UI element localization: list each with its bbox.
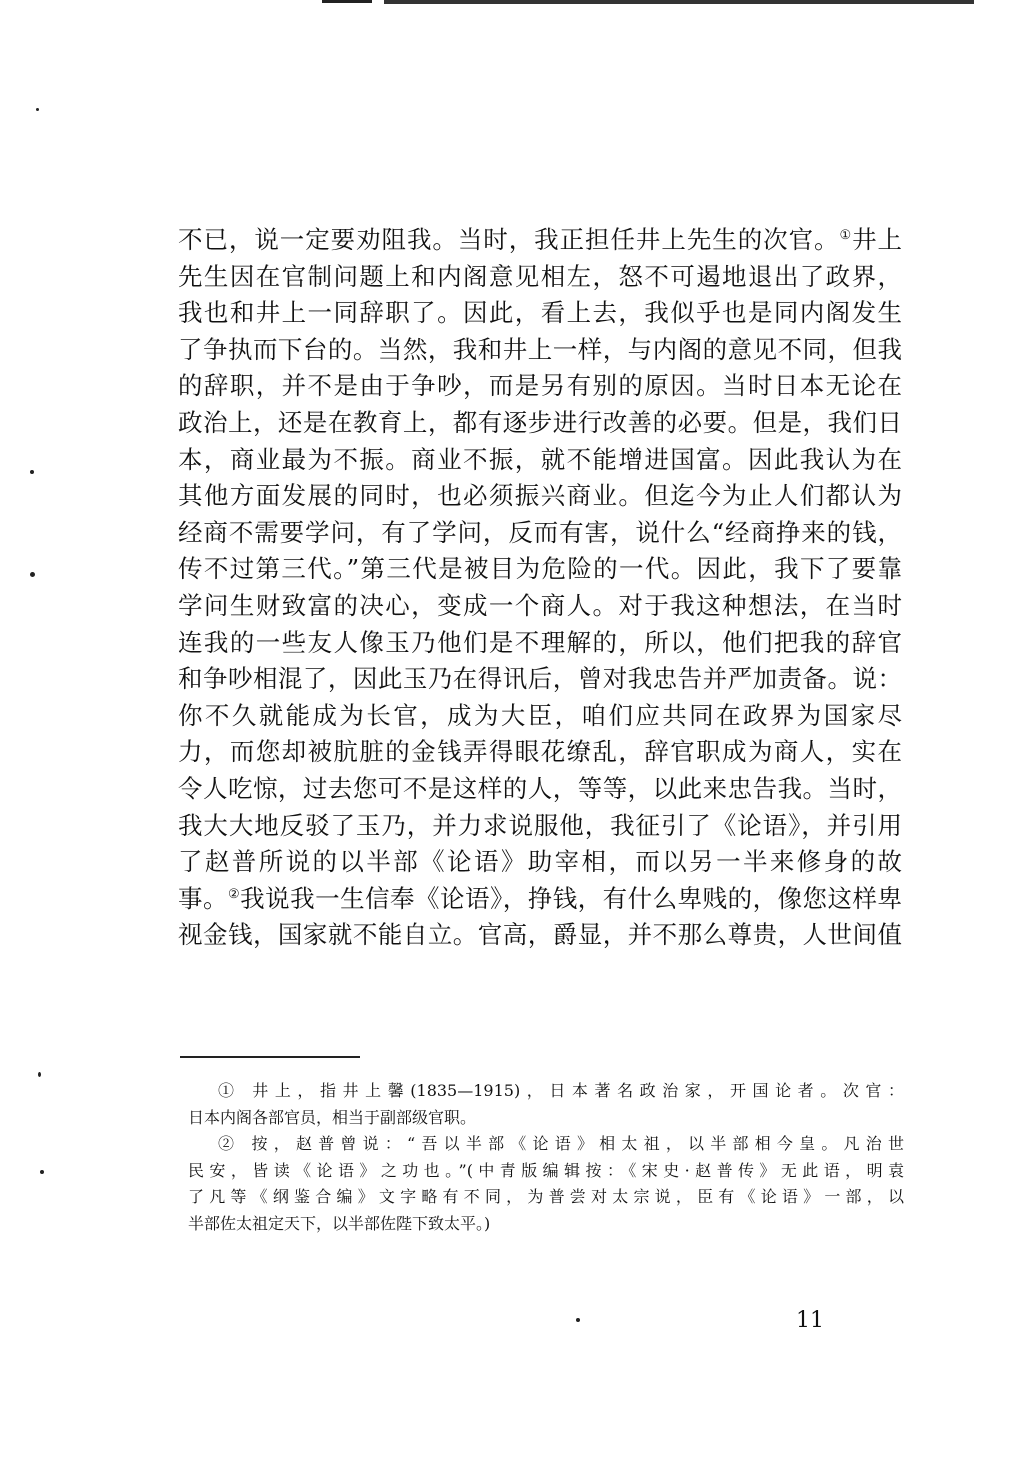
text-line: 了争执而下台的。当然，我和井上一样，与内阁的意见不同，但我	[178, 334, 902, 364]
text-line: 了赵普所说的以半部《论语》助宰相，而以另一半来修身的故	[178, 847, 902, 877]
text-line: 学问生财致富的决心，变成一个商人。对于我这种想法，在当时	[178, 590, 902, 620]
text-line: 本，商业最为不振。商业不振，就不能增进国富。因此我认为在	[178, 444, 902, 474]
footnote-line: 了凡等《纲鉴合编》文字略有不同，为普尝对太宗说，臣有《论语》一部，以	[188, 1187, 904, 1206]
footnote-line: 民安，皆读《论语》之功也。”(中青版编辑按：《宋史·赵普传》无此语，明袁	[188, 1160, 904, 1180]
text-line: 先生因在官制问题上和内阁意见相左，怒不可遏地退出了政界，	[178, 261, 902, 291]
text-line: 经商不需要学问，有了学问，反而有害，说什么“经商挣来的钱，	[178, 517, 902, 547]
body-text	[178, 222, 902, 954]
scan-speck	[40, 1170, 44, 1174]
text-line: 的辞职，并不是由于争吵，而是另有别的原因。当时日本无论在	[178, 371, 902, 401]
text-line: 政治上，还是在教育上，都有逐步进行改善的必要。但是，我们日	[178, 407, 902, 437]
text-line: 和争吵相混了，因此玉乃在得讯后，曾对我忠告并严加责备。说：	[178, 664, 902, 694]
scan-speck	[576, 1318, 580, 1322]
top-edge-rule	[384, 0, 974, 4]
top-edge-rule	[322, 0, 372, 3]
text-line: 我大大地反驳了玉乃，并力求说服他，我征引了《论语》，并引用	[178, 810, 902, 840]
footnote-line: ① 井上，指井上馨(1835—1915)，日本著名政治家，开国论者。次官：	[218, 1081, 904, 1100]
text-line: 事。②我说我一生信奉《论语》，挣钱，有什么卑贱的，像您这样卑	[178, 883, 903, 913]
text-line: 令人吃惊，过去您可不是这样的人，等等，以此来忠告我。当时，	[178, 773, 902, 803]
footnotes	[188, 1078, 904, 1237]
text-line: 不已，说一定要劝阻我。当时，我正担任井上先生的次官。①井上	[178, 225, 903, 254]
text-line: 其他方面发展的同时，也必须振兴商业。但迄今为止人们都认为	[178, 481, 902, 511]
text-line: 你不久就能成为长官，成为大臣，咱们应共同在政界为国家尽	[178, 700, 902, 730]
footnote-divider	[180, 1056, 360, 1058]
scan-speck	[30, 572, 35, 577]
footnote-line: 日本内阁各部官员，相当于副部级官职。	[188, 1107, 477, 1127]
text-line: 连我的一些友人像玉乃他们是不理解的，所以，他们把我的辞官	[178, 627, 902, 657]
scan-speck	[30, 470, 34, 474]
footnote-line: 半部佐太祖定天下，以半部佐陛下致太平。)	[188, 1213, 491, 1233]
page-number: 11	[796, 1308, 824, 1333]
text-line: 传不过第三代。”第三代是被目为危险的一代。因此，我下了要靠	[178, 554, 902, 584]
text-line: 我也和井上一同辞职了。因此，看上去，我似乎也是同内阁发生	[178, 298, 902, 328]
footnote-line: ② 按，赵普曾说：“吾以半部《论语》相太祖，以半部相今皇。凡治世	[218, 1134, 904, 1153]
text-line: 力，而您却被肮脏的金钱弄得眼花缭乱，辞官职成为商人，实在	[178, 737, 902, 767]
text-line: 视金钱，国家就不能自立。官高，爵显，并不那么尊贵，人世间值	[178, 920, 902, 950]
scan-speck	[38, 1072, 41, 1077]
scan-speck	[36, 108, 39, 111]
